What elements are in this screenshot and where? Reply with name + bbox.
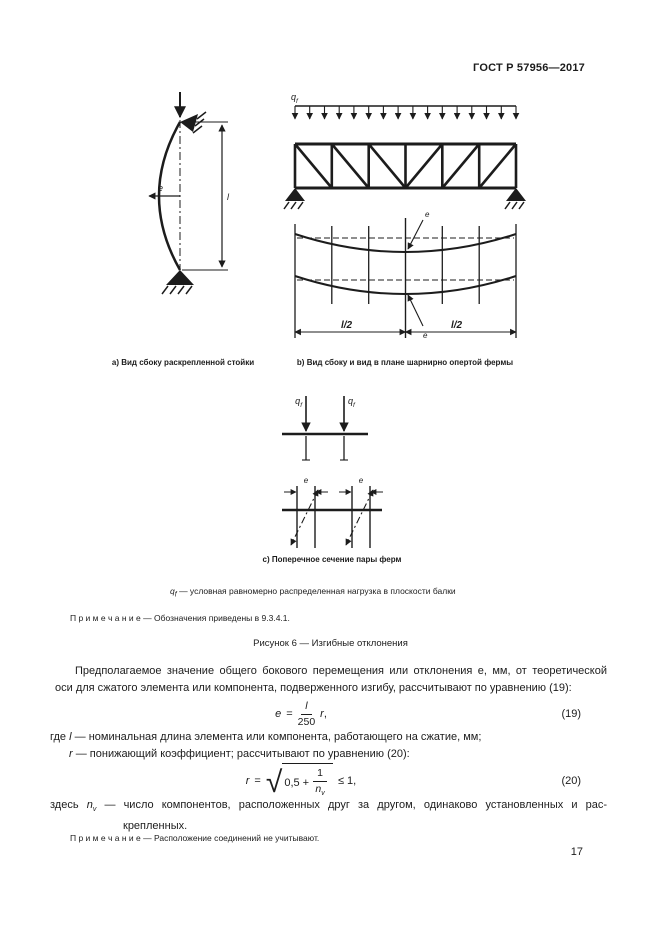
legend-text: — условная равномерно распределенная нагрузка в плоскости балки: [179, 586, 456, 596]
figure-legend: $q_f$ — условная равномерно распределенная нагрузка в плоскости балки: [170, 586, 456, 599]
eq20-sqrt: √ 0,5 + $\frac{1}{n_v}$: [266, 763, 333, 798]
plan-e-leader-bottom: [408, 295, 423, 326]
e-spacing-label-left: e: [303, 476, 309, 485]
truss-plan-view: [295, 218, 516, 338]
qf-label-right: $q_f$: [348, 396, 355, 409]
plan-e-leader-top: [408, 220, 423, 249]
bottom-support: [162, 270, 194, 294]
truss-elevation: [295, 144, 516, 188]
e-label: e: [158, 183, 164, 193]
paragraph-line: Предполагаемое значение общего бокового перемещения или отклонения е, мм, от теоретической: [75, 665, 607, 677]
plan-e-label-bottom: e: [423, 331, 428, 340]
page-number: 17: [570, 846, 583, 858]
figure-b-truss-diagram: [283, 88, 528, 350]
legend-variable: q: [170, 586, 175, 596]
qf-label-left: $q_f$: [295, 396, 302, 409]
right-support: [505, 188, 526, 209]
where-clause: [50, 729, 607, 763]
where-line-l: где l — номинальная длина элемента или компонента, работающего на сжатие, мм;: [50, 731, 482, 743]
figure-c-cross-section-diagram: [258, 392, 408, 552]
eq19-lhs: e: [275, 708, 282, 720]
paragraph-line: оси для сжатого элемента или компонента, подверженного изгибу, рассчитывают по уравнению (19):: [55, 682, 572, 694]
figure-a-caption: а) Вид сбоку раскрепленной стойки: [111, 358, 255, 367]
figure-a-column-diagram: [122, 90, 254, 298]
plan-e-label-top: e: [425, 210, 430, 219]
half-span-label-right: l/2: [451, 320, 463, 331]
eq19-fraction: $\frac{l}{250}$: [297, 699, 316, 728]
qf-load-label: $q_f$: [291, 92, 298, 105]
eq19-number: (19): [561, 708, 581, 720]
eq20-fraction: $\frac{1}{n_v}$: [313, 767, 327, 798]
figure-b-caption: b) Вид сбоку и вид в плане шарнирно опертой фермы: [296, 358, 514, 367]
eq20-number: (20): [561, 775, 581, 787]
figure-title: Рисунок 6 — Изгибные отклонения: [253, 638, 408, 649]
distributed-load: [295, 106, 516, 119]
left-support: [284, 188, 305, 209]
here-clause: [50, 797, 607, 835]
final-note: П р и м е ч а н и е — Расположение соединений не учитывают.: [70, 833, 320, 843]
e-spacing-label-right: e: [358, 476, 364, 485]
cross-section-pair: [282, 486, 383, 548]
figure-c-caption: с) Поперечное сечение пары ферм: [262, 555, 402, 564]
half-span-label-left: l/2: [341, 320, 353, 331]
figure-note: П р и м е ч а н и е — Обозначения приведены в 9.3.4.1.: [70, 613, 290, 623]
l-label: l: [227, 192, 229, 202]
equation-19: e = $\frac{l}{250}$ r, (19): [275, 699, 581, 728]
eq20-lhs: r: [245, 774, 250, 787]
document-number: ГОСТ Р 57956—2017: [473, 62, 585, 74]
where-line-r: r — понижающий коэффициент; рассчитывают по уравнению (20):: [69, 748, 410, 760]
radical-sign: √: [265, 765, 283, 799]
here-line-1: здесь $n_v$ — число компонентов, расположенных друг за другом, одинаково установленных и рас-: [50, 799, 608, 814]
equation-20: r = √ 0,5 + $\frac{1}{n_v}$ ≤ 1, (20): [55, 760, 607, 802]
intro-paragraph: [55, 663, 607, 697]
here-line-2: крепленных.: [123, 820, 188, 833]
